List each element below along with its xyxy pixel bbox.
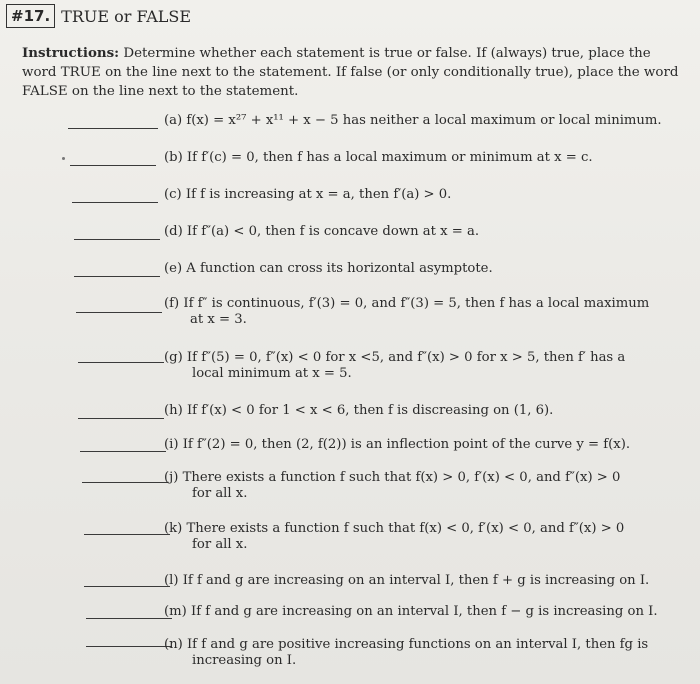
statement-f-line2: at x = 3. [190, 312, 247, 327]
statement-text-h [164, 403, 664, 419]
statement-d-line1: (d) If f″(a) < 0, then f is concave down at x = a. [164, 224, 480, 239]
statement-n [0, 637, 690, 673]
statement-e-line1: (e) A function can cross its horizontal asymptote. [164, 261, 493, 276]
answer-line-b[interactable] [70, 165, 156, 166]
statement-j-line2: for all x. [192, 486, 248, 501]
answer-line-g[interactable] [78, 362, 164, 363]
statement-a [0, 112, 690, 148]
statement-a-line1: (a) f(x) = x²⁷ + x¹¹ + x − 5 has neither a local maximum or local minimum. [164, 113, 662, 128]
instructions-label: Instructions: [22, 45, 120, 61]
statement-text-f [164, 296, 664, 328]
statement-text-k [164, 521, 664, 553]
statement-i-line1: (i) If f″(2) = 0, then (2, f(2)) is an inflection point of the curve y = f(x). [164, 437, 631, 452]
answer-line-d[interactable] [74, 239, 160, 240]
statement-b [0, 149, 690, 185]
statement-text-c [164, 187, 664, 203]
answer-line-a[interactable] [68, 128, 158, 129]
stray-dot [62, 157, 65, 160]
statement-f-line1: (f) If f″ is continuous, f′(3) = 0, and f″(3) = 5, then f has a local maximum [164, 296, 650, 311]
statement-n-line1: (n) If f and g are positive increasing functions on an interval I, then fg is [164, 637, 649, 652]
statement-text-l [164, 573, 664, 589]
answer-line-j[interactable] [82, 482, 168, 483]
answer-line-m[interactable] [86, 618, 172, 619]
statement-e [0, 260, 690, 296]
statement-l-line1: (l) If f and g are increasing on an interval I, then f + g is increasing on I. [164, 573, 650, 588]
statement-i [0, 437, 690, 473]
statement-d [0, 223, 690, 259]
statement-h [0, 402, 690, 438]
answer-line-e[interactable] [74, 276, 160, 277]
answer-line-c[interactable] [72, 202, 158, 203]
statement-k-line1: (k) There exists a function f such that f(x) < 0, f′(x) < 0, and f″(x) > 0 [164, 521, 625, 536]
statement-text-a [164, 113, 664, 129]
statement-text-d [164, 224, 664, 240]
statement-m [0, 603, 690, 639]
problem-number: #17. [6, 4, 55, 28]
problem-header [6, 4, 191, 28]
statement-n-line2: increasing on I. [192, 653, 297, 668]
statement-text-g [164, 350, 664, 382]
statement-text-e [164, 261, 664, 277]
statement-k-line2: for all x. [192, 537, 248, 552]
instructions-text: Determine whether each statement is true or false. If (always) true, place the word TRUE on the line next to the statement. If false (or only conditionally true), place the word FALSE on the line next to the statement. [22, 46, 679, 99]
statement-text-j [164, 470, 664, 502]
statement-g-line2: local minimum at x = 5. [192, 366, 352, 381]
statement-c-line1: (c) If f is increasing at x = a, then f′(a) > 0. [164, 187, 452, 202]
answer-line-n[interactable] [86, 646, 172, 647]
statement-k [0, 521, 690, 557]
statement-text-n [164, 637, 664, 669]
statement-f [0, 296, 690, 332]
statement-text-m [164, 604, 664, 620]
statement-j-line1: (j) There exists a function f such that f(x) > 0, f′(x) < 0, and f″(x) > 0 [164, 470, 621, 485]
answer-line-l[interactable] [84, 586, 170, 587]
statement-g-line1: (g) If f″(5) = 0, f″(x) < 0 for x <5, and f″(x) > 0 for x > 5, then f′ has a [164, 350, 626, 365]
answer-line-f[interactable] [76, 312, 162, 313]
answer-line-h[interactable] [78, 418, 164, 419]
answer-line-k[interactable] [84, 534, 170, 535]
statement-g [0, 350, 690, 386]
problem-title: TRUE or FALSE [61, 6, 192, 26]
statement-h-line1: (h) If f′(x) < 0 for 1 < x < 6, then f is discreasing on (1, 6). [164, 403, 554, 418]
statement-text-i [164, 437, 664, 453]
statement-c [0, 186, 690, 222]
answer-line-i[interactable] [80, 451, 166, 452]
instructions-paragraph [22, 44, 682, 101]
statement-b-line1: (b) If f′(c) = 0, then f has a local maximum or minimum at x = c. [164, 150, 593, 165]
statement-j [0, 470, 690, 506]
statement-text-b [164, 150, 664, 166]
statement-m-line1: (m) If f and g are increasing on an interval I, then f − g is increasing on I. [164, 604, 658, 619]
